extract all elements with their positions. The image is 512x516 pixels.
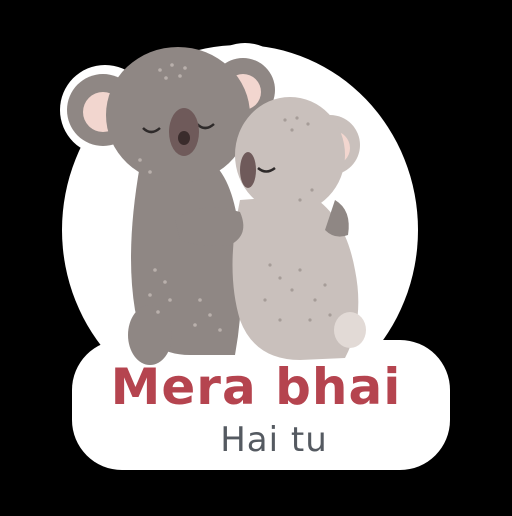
sticker-title: Mera bhai <box>110 358 402 416</box>
sticker-subtitle: Hai tu <box>220 420 328 460</box>
